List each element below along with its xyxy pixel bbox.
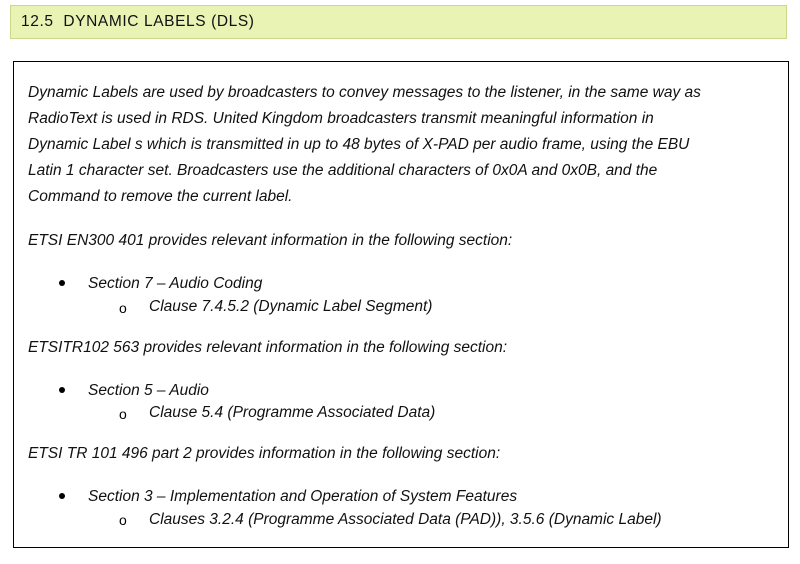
- intro-line: Command to remove the current label.: [28, 188, 293, 205]
- intro-line: Latin 1 character set. Broadcasters use the additional characters of 0x0A and 0x0B, and the: [28, 162, 658, 179]
- bullet-icon: [59, 493, 65, 499]
- sub-bullet-icon: o: [119, 512, 127, 528]
- reference-lead: ETSI TR 101 496 part 2 provides information in the following section:: [28, 445, 501, 462]
- intro-paragraph: [28, 80, 773, 210]
- intro-line: RadioText is used in RDS. United Kingdom broadcasters transmit meaningful information in: [28, 110, 654, 127]
- reference-lead: ETSITR102 563 provides relevant information in the following section:: [28, 339, 508, 356]
- reference-clause: Clauses 3.2.4 (Programme Associated Data (PAD)), 3.5.6 (Dynamic Label): [149, 511, 662, 528]
- reference-lead: ETSI EN300 401 provides relevant information in the following section:: [28, 232, 513, 249]
- sub-bullet-icon: o: [119, 300, 127, 316]
- bullet-icon: [59, 280, 65, 286]
- content-box: [13, 61, 789, 548]
- reference-section: Section 7 – Audio Coding: [88, 275, 263, 292]
- reference-section: Section 5 – Audio: [88, 382, 209, 399]
- sub-bullet-icon: o: [119, 406, 127, 422]
- intro-line: Dynamic Labels are used by broadcasters to convey messages to the listener, in the same way as: [28, 84, 701, 101]
- section-heading: [10, 5, 787, 39]
- bullet-icon: [59, 387, 65, 393]
- reference-clause: Clause 7.4.5.2 (Dynamic Label Segment): [149, 298, 433, 315]
- section-number: 12.5: [21, 13, 54, 30]
- section-title: DYNAMIC LABELS (DLS): [63, 13, 255, 30]
- section-heading-text: [21, 13, 255, 31]
- reference-clause: Clause 5.4 (Programme Associated Data): [149, 404, 436, 421]
- reference-section: Section 3 – Implementation and Operation of System Features: [88, 488, 518, 505]
- intro-line: Dynamic Label s which is transmitted in up to 48 bytes of X-PAD per audio frame, using the EBU: [28, 136, 690, 153]
